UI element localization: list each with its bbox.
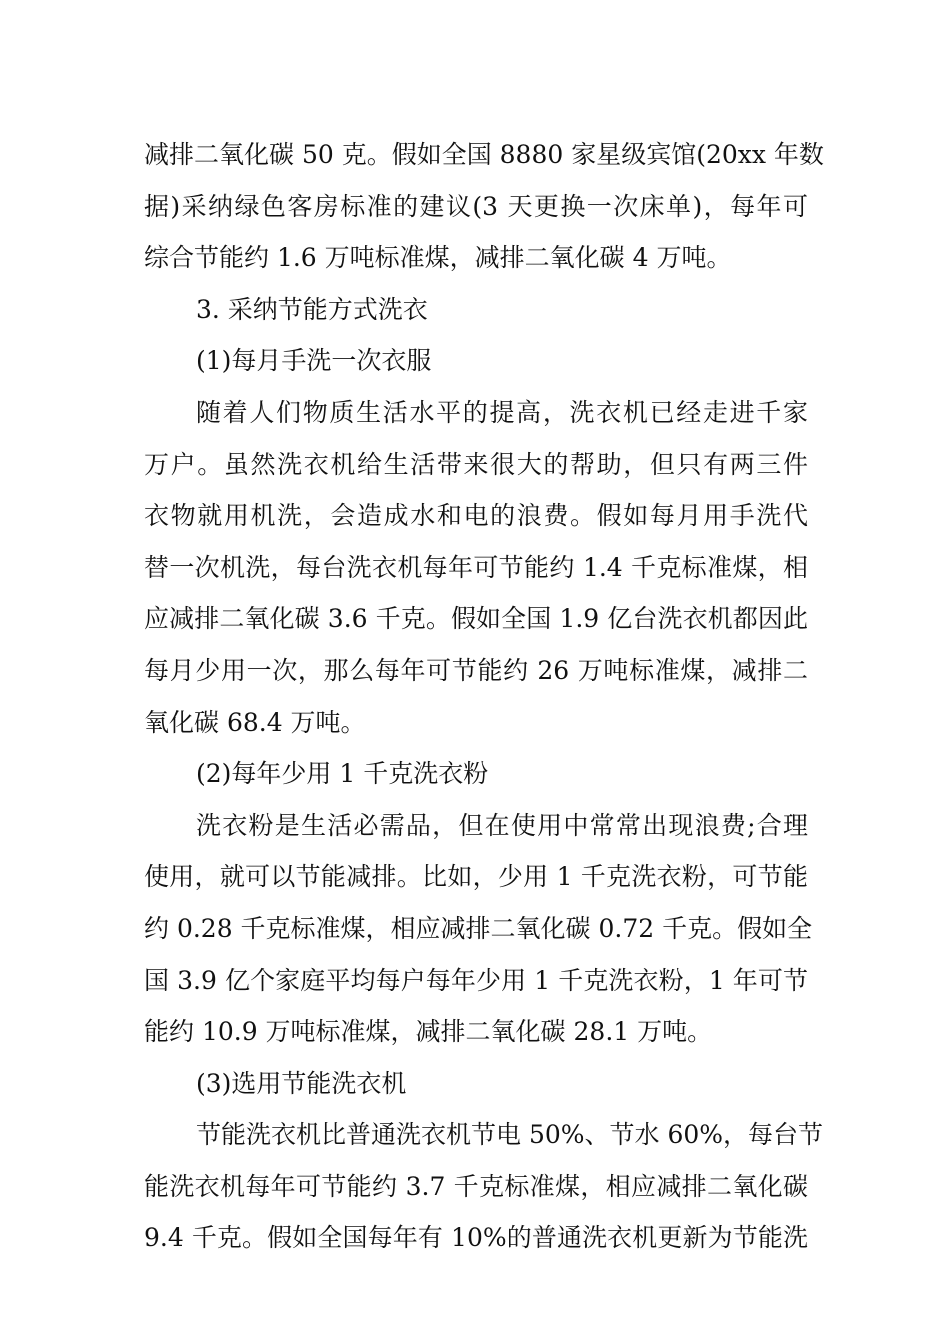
paragraph-line: 随着人们物质生活水平的提高，洗衣机已经走进千家 — [196, 397, 808, 427]
paragraph-line: 万户。虽然洗衣机给生活带来很大的帮助，但只有两三件 — [144, 449, 808, 479]
paragraph-line: 氧化碳 68.4 万吨。 — [144, 707, 366, 737]
paragraph-line: 国 3.9 亿个家庭平均每户每年少用 1 千克洗衣粉，1 年可节 — [144, 965, 808, 995]
subsection-heading: (3)选用节能洗衣机 — [196, 1068, 407, 1098]
document-body — [144, 129, 824, 1264]
paragraph-line: 节能洗衣机比普通洗衣机节电 50%、节水 60%，每台节 — [196, 1120, 824, 1150]
paragraph-line: 使用，就可以节能减排。比如，少用 1 千克洗衣粉，可节能 — [144, 862, 808, 892]
subsection-heading: (1)每月手洗一次衣服 — [196, 346, 432, 376]
paragraph-line: 据)采纳绿色客房标准的建议(3 天更换一次床单)，每年可 — [144, 191, 808, 221]
section-heading: 3. 采纳节能方式洗衣 — [196, 294, 428, 324]
paragraph-line: 衣物就用机洗，会造成水和电的浪费。假如每月用手洗代 — [144, 501, 808, 531]
paragraph-line: 减排二氧化碳 50 克。假如全国 8880 家星级宾馆(20xx 年数 — [144, 140, 824, 169]
paragraph-line: 能约 10.9 万吨标准煤，减排二氧化碳 28.1 万吨。 — [144, 1017, 713, 1047]
paragraph-line: 综合节能约 1.6 万吨标准煤，减排二氧化碳 4 万吨。 — [144, 243, 732, 273]
paragraph-line: 能洗衣机每年可节能约 3.7 千克标准煤，相应减排二氧化碳 — [144, 1171, 808, 1201]
paragraph-line: 每月少用一次，那么每年可节能约 26 万吨标准煤，减排二 — [144, 655, 808, 685]
paragraph-line: 应减排二氧化碳 3.6 千克。假如全国 1.9 亿台洗衣机都因此 — [144, 604, 808, 634]
paragraph-line: 洗衣粉是生活必需品，但在使用中常常出现浪费;合理 — [196, 810, 808, 840]
paragraph-line: 约 0.28 千克标准煤，相应减排二氧化碳 0.72 千克。假如全 — [144, 913, 813, 943]
subsection-heading: (2)每年少用 1 千克洗衣粉 — [196, 759, 489, 789]
paragraph-line: 9.4 千克。假如全国每年有 10%的普通洗衣机更新为节能洗 — [144, 1223, 808, 1253]
paragraph-line: 替一次机洗，每台洗衣机每年可节能约 1.4 千克标准煤，相 — [144, 552, 808, 582]
